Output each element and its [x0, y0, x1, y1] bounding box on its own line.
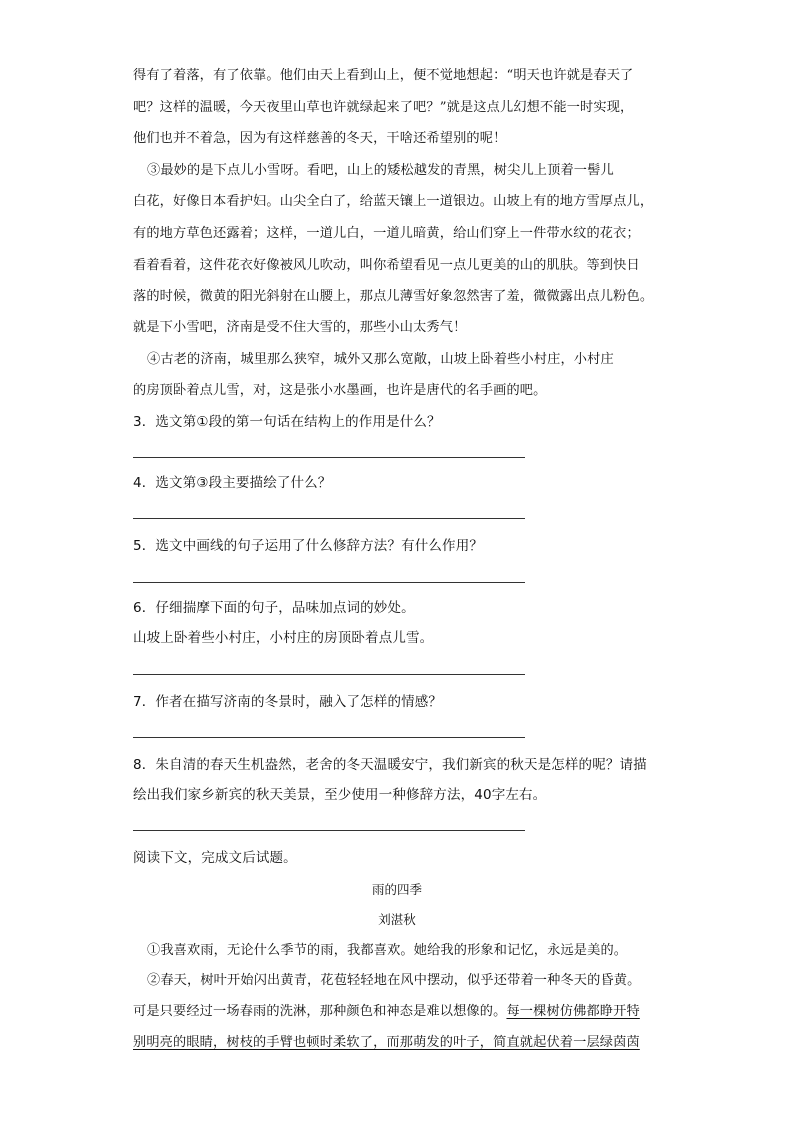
question-8-line-2: 绘出我们家乡新宾的秋天美景，至少使用一种修辞方法，40字左右。	[133, 787, 547, 803]
passage1-line-6: 有的地方草色还露着；这样，一道儿白，一道儿暗黄，给山们穿上一件带水纹的花衣；	[133, 226, 640, 241]
passage1-line-5: 白花，好像日本看护妇。山尖全白了，给蓝天镶上一道银边。山坡上有的地方雪厚点儿，	[133, 194, 654, 209]
passage2-paragraph-1: ①我喜欢雨，无论什么季节的雨，我都喜欢。她给我的形象和记忆，永远是美的。	[147, 943, 628, 958]
question-4: 4．选文第③段主要描绘了什么？	[133, 475, 332, 491]
question-7: 7．作者在描写济南的冬景时，融入了怎样的情感？	[133, 694, 443, 710]
passage2-author: 刘湛秋	[378, 912, 416, 927]
question-6: 6．仔细揣摩下面的句子，品味加点词的妙处。	[133, 600, 415, 616]
answer-line-q6[interactable]	[133, 674, 525, 675]
passage1-paragraph-3-start: ③最妙的是下点儿小雪呀。看吧，山上的矮松越发的青黑，树尖儿上顶着一髻儿	[147, 163, 614, 178]
question-6-sentence: 山坡上卧着些小村庄，小村庄的房顶卧着点儿雪。	[133, 630, 434, 646]
answer-line-q3[interactable]	[133, 457, 525, 458]
passage1-line-3: 他们也并不着急，因为有这样慈善的冬天，干啥还希望别的呢！	[133, 131, 507, 146]
answer-line-q4[interactable]	[133, 518, 525, 519]
underlined-sentence-continued: 别明亮的眼睛，树枝的手臂也顿时柔软了，而那萌发的叶子，简直就起伏着一层绿茵茵	[133, 1035, 640, 1050]
question-5: 5．选文中画线的句子运用了什么修辞方法？有什么作用？	[133, 538, 483, 554]
passage1-line-8: 落的时候，微黄的阳光斜射在山腰上，那点儿薄雪好象忽然害了羞，微微露出点儿粉色。	[133, 289, 654, 304]
plain-sentence: 可是只要经过一场春雨的洗淋，那种颜色和神态是难以想像的。	[133, 1004, 507, 1019]
passage1-line-7: 看着看着，这件花衣好像被风儿吹动，叫你希望看见一点儿更美的山的肌肤。等到快日	[133, 258, 640, 273]
passage2-paragraph-2-line-2	[133, 1002, 663, 1022]
answer-line-q8[interactable]	[133, 830, 525, 831]
answer-line-q7[interactable]	[133, 737, 525, 738]
passage2-title: 雨的四季	[371, 882, 422, 897]
passage1-paragraph-4-start: ④古老的济南，城里那么狭窄，城外又那么宽敞，山坡上卧着些小村庄，小村庄	[147, 352, 614, 367]
question-8-line-1: 8．朱自清的春天生机盎然，老舍的冬天温暖安宁，我们新宾的秋天是怎样的呢？请描	[133, 757, 647, 773]
passage2-paragraph-2-line-1: ②春天，树叶开始闪出黄青，花苞轻轻地在风中摆动，似乎还带着一种冬天的昏黄。	[147, 973, 641, 988]
passage1-line-1: 得有了着落，有了依靠。他们由天上看到山上，便不觉地想起：“明天也许就是春天了	[133, 68, 634, 83]
question-3: 3．选文第①段的第一句话在结构上的作用是什么？	[133, 414, 441, 430]
passage1-line-9: 就是下小雪吧，济南是受不住大雪的，那些小山太秀气！	[133, 320, 467, 335]
reading-instruction: 阅读下文，完成文后试题。	[133, 850, 297, 866]
passage2-paragraph-2-line-3	[133, 1033, 663, 1053]
answer-line-q5[interactable]	[133, 582, 525, 583]
underlined-sentence-start: 每一棵树仿佛都睁开特	[506, 1004, 640, 1019]
passage1-line-11: 的房顶卧着点儿雪，对，这是张小水墨画，也许是唐代的名手画的吧。	[133, 383, 547, 398]
passage1-line-2: 吧？这样的温暖，今天夜里山草也许就绿起来了吧？”就是这点儿幻想不能一时实现，	[133, 100, 634, 115]
